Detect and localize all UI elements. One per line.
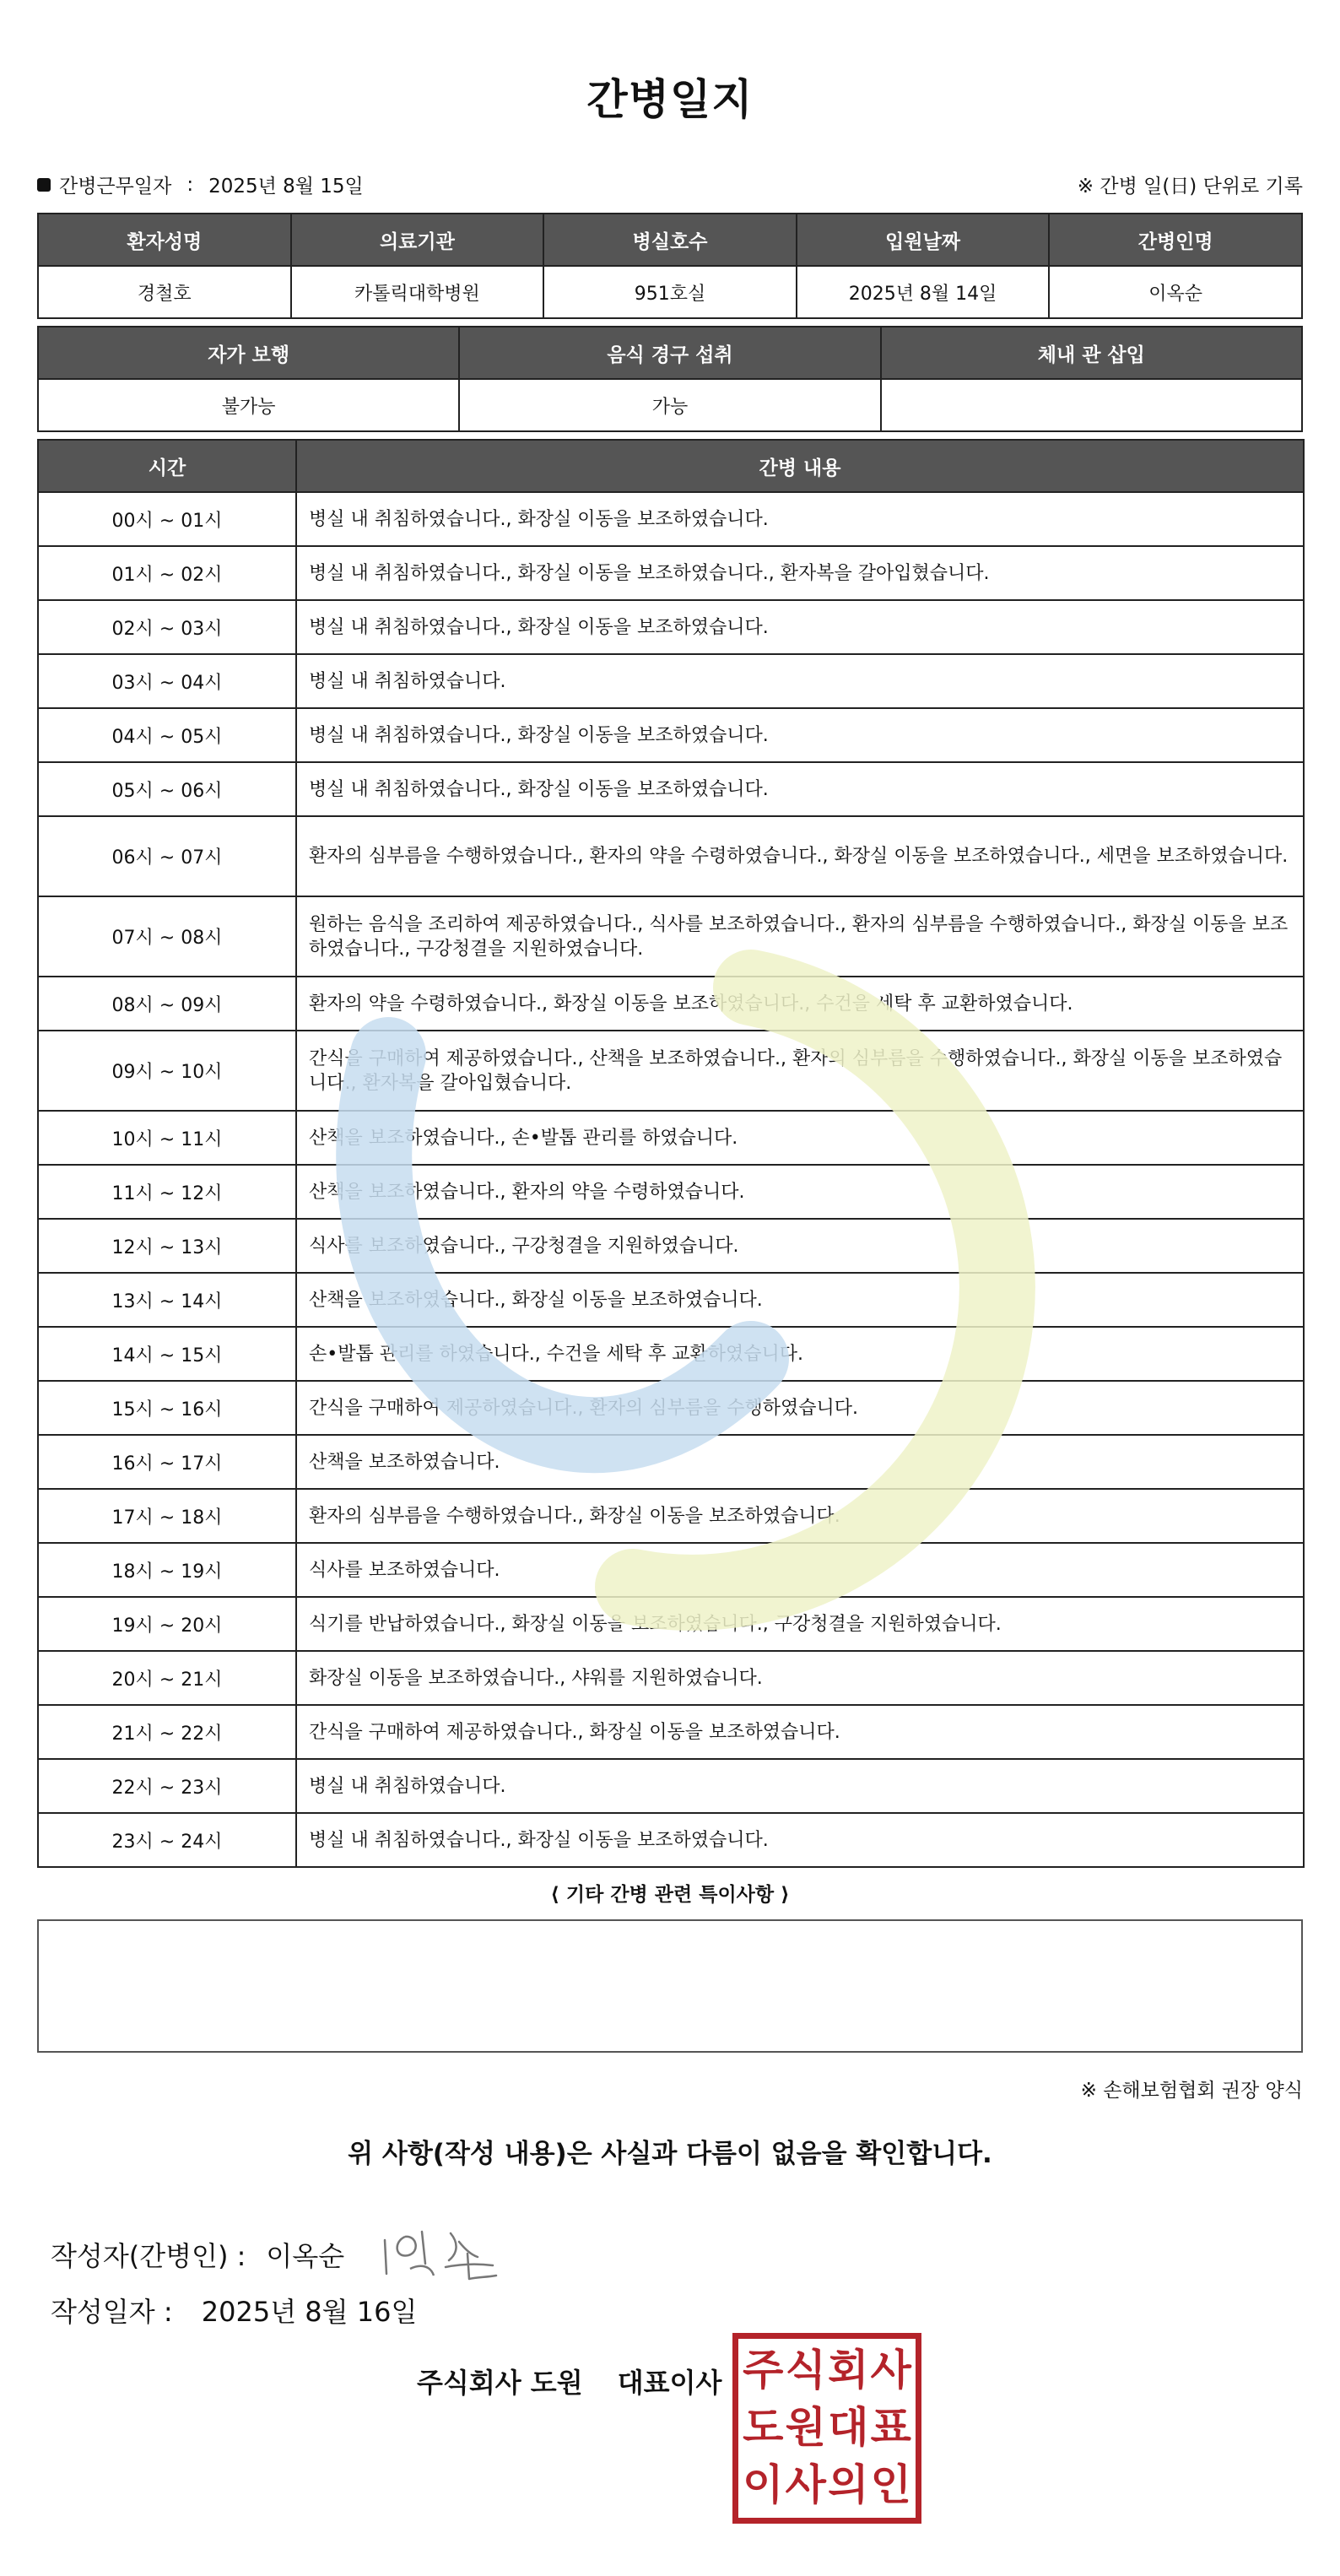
seal-character: 식 <box>785 2346 826 2395</box>
log-row <box>38 1273 1304 1327</box>
handwritten-signature <box>378 2225 513 2284</box>
log-time: 15시 ~ 16시 <box>38 1381 296 1435</box>
self-walking-value: 불가능 <box>38 379 459 431</box>
log-time: 00시 ~ 01시 <box>38 492 296 546</box>
writer-label: 작성자(간병인) : <box>51 2240 246 2272</box>
oral-intake-value: 가능 <box>459 379 880 431</box>
log-time: 17시 ~ 18시 <box>38 1489 296 1543</box>
log-content: 병실 내 취침하였습니다., 화장실 이동을 보조하였습니다. <box>296 762 1304 816</box>
seal-character: 원 <box>785 2403 826 2452</box>
log-row <box>38 1489 1304 1543</box>
header-admission-date: 입원날짜 <box>797 214 1050 266</box>
seal-character: 사 <box>785 2460 826 2509</box>
admission-date: 2025년 8월 14일 <box>797 266 1050 318</box>
log-row <box>38 1597 1304 1651</box>
log-row <box>38 708 1304 762</box>
company-name: 주식회사 도원 <box>417 2367 583 2399</box>
header-hospital: 의료기관 <box>291 214 544 266</box>
write-date-value: 2025년 8월 16일 <box>201 2296 418 2328</box>
log-row <box>38 1327 1304 1381</box>
seal-character: 인 <box>870 2460 911 2509</box>
log-time: 23시 ~ 24시 <box>38 1813 296 1867</box>
remarks-title: ⟨ 기타 간병 관련 특이사항 ⟩ <box>550 1884 790 1906</box>
log-content: 산책을 보조하였습니다., 환자의 약을 수령하였습니다. <box>296 1165 1304 1219</box>
care-log-table <box>37 439 1305 1868</box>
log-content: 식사를 보조하였습니다., 구강청결을 지원하였습니다. <box>296 1219 1304 1273</box>
log-row <box>38 816 1304 896</box>
log-time: 08시 ~ 09시 <box>38 977 296 1031</box>
log-row <box>38 600 1304 654</box>
log-content: 산책을 보조하였습니다., 화장실 이동을 보조하였습니다. <box>296 1273 1304 1327</box>
log-time: 04시 ~ 05시 <box>38 708 296 762</box>
log-content: 환자의 약을 수령하였습니다., 화장실 이동을 보조하였습니다., 수건을 세탁 후 교환하였습니다. <box>296 977 1304 1031</box>
log-row <box>38 762 1304 816</box>
log-time: 20시 ~ 21시 <box>38 1651 296 1705</box>
patient-status-table <box>37 326 1303 432</box>
log-content: 화장실 이동을 보조하였습니다., 샤워를 지원하였습니다. <box>296 1651 1304 1705</box>
unit-note: ※ 간병 일(日) 단위로 기록 <box>1077 176 1303 198</box>
seal-character: 도 <box>743 2403 784 2452</box>
room-number: 951호실 <box>543 266 797 318</box>
log-row <box>38 896 1304 977</box>
log-time: 21시 ~ 22시 <box>38 1705 296 1759</box>
log-row <box>38 492 1304 546</box>
company-line <box>417 2362 721 2400</box>
log-time: 16시 ~ 17시 <box>38 1435 296 1489</box>
page-title: 간병일지 <box>586 75 754 124</box>
seal-character: 사 <box>870 2346 911 2395</box>
log-row <box>38 546 1304 600</box>
log-content: 간식을 구매하여 제공하였습니다., 산책을 보조하였습니다., 환자의 심부름을 수행하였습니다., 화장실 이동을 보조하였습니다., 환자복을 갈아입혔습니다. <box>296 1031 1304 1111</box>
log-time: 19시 ~ 20시 <box>38 1597 296 1651</box>
seal-character: 의 <box>828 2460 869 2509</box>
log-content: 병실 내 취침하였습니다., 화장실 이동을 보조하였습니다. <box>296 600 1304 654</box>
patient-name: 경철호 <box>38 266 291 318</box>
header-tube-insertion: 체내 관 삽입 <box>881 327 1302 379</box>
tube-insertion-value <box>881 379 1302 431</box>
log-row <box>38 1543 1304 1597</box>
log-time: 18시 ~ 19시 <box>38 1543 296 1597</box>
log-content: 간식을 구매하여 제공하였습니다., 화장실 이동을 보조하였습니다. <box>296 1705 1304 1759</box>
header-self-walking: 자가 보행 <box>38 327 459 379</box>
log-row <box>38 1705 1304 1759</box>
log-content: 병실 내 취침하였습니다., 화장실 이동을 보조하였습니다., 환자복을 갈아입혔습니다. <box>296 546 1304 600</box>
log-row <box>38 1651 1304 1705</box>
log-time: 13시 ~ 14시 <box>38 1273 296 1327</box>
log-content: 산책을 보조하였습니다., 손•발톱 관리를 하였습니다. <box>296 1111 1304 1165</box>
write-date-line <box>51 2291 417 2330</box>
log-time: 03시 ~ 04시 <box>38 654 296 708</box>
log-time: 05시 ~ 06시 <box>38 762 296 816</box>
header-caregiver-name: 간병인명 <box>1049 214 1302 266</box>
company-seal-stamp <box>732 2333 921 2524</box>
log-content: 병실 내 취침하였습니다., 화장실 이동을 보조하였습니다. <box>296 1813 1304 1867</box>
log-row <box>38 1759 1304 1813</box>
care-log-body <box>38 492 1304 1867</box>
log-row <box>38 1435 1304 1489</box>
log-row <box>38 1165 1304 1219</box>
log-row <box>38 1813 1304 1867</box>
form-note: ※ 손해보험협회 권장 양식 <box>1080 2080 1303 2102</box>
log-time: 01시 ~ 02시 <box>38 546 296 600</box>
caregiver-name: 이옥순 <box>1049 266 1302 318</box>
confirmation-statement: 위 사항(작성 내용)은 사실과 다름이 없음을 확인합니다. <box>348 2139 992 2169</box>
header-patient-name: 환자성명 <box>38 214 291 266</box>
log-content: 식기를 반납하였습니다., 화장실 이동을 보조하였습니다., 구강청결을 지원하였습니다. <box>296 1597 1304 1651</box>
log-content: 손•발톱 관리를 하였습니다., 수건을 세탁 후 교환하였습니다. <box>296 1327 1304 1381</box>
header-room: 병실호수 <box>543 214 797 266</box>
log-time: 07시 ~ 08시 <box>38 896 296 977</box>
hospital: 카톨릭대학병원 <box>291 266 544 318</box>
log-time: 09시 ~ 10시 <box>38 1031 296 1111</box>
company-ceo-title: 대표이사 <box>617 2367 722 2399</box>
header-care-content: 간병 내용 <box>296 440 1304 492</box>
log-row <box>38 1219 1304 1273</box>
log-content: 환자의 심부름을 수행하였습니다., 환자의 약을 수령하였습니다., 화장실 이동을 보조하였습니다., 세면을 보조하였습니다. <box>296 816 1304 896</box>
log-row <box>38 1031 1304 1111</box>
log-content: 병실 내 취침하였습니다. <box>296 654 1304 708</box>
work-date-label: 간병근무일자 <box>59 176 172 198</box>
seal-character: 주 <box>743 2346 784 2395</box>
log-row <box>38 1111 1304 1165</box>
work-date-value: 2025년 8월 15일 <box>208 176 364 198</box>
log-content: 산책을 보조하였습니다. <box>296 1435 1304 1489</box>
log-time: 12시 ~ 13시 <box>38 1219 296 1273</box>
work-date <box>37 170 364 198</box>
log-content: 병실 내 취침하였습니다., 화장실 이동을 보조하였습니다. <box>296 492 1304 546</box>
bullet-square-icon <box>37 178 51 192</box>
header-oral-intake: 음식 경구 섭취 <box>459 327 880 379</box>
log-row <box>38 1381 1304 1435</box>
writer-line <box>51 2225 513 2284</box>
log-content: 원하는 음식을 조리하여 제공하였습니다., 식사를 보조하였습니다., 환자의 심부름을 수행하였습니다., 화장실 이동을 보조하였습니다., 구강청결을 지원하였습니다. <box>296 896 1304 977</box>
log-content: 병실 내 취침하였습니다. <box>296 1759 1304 1813</box>
seal-character: 이 <box>743 2460 784 2509</box>
write-date-label: 작성일자 : <box>51 2296 173 2328</box>
log-content: 식사를 보조하였습니다. <box>296 1543 1304 1597</box>
log-row <box>38 654 1304 708</box>
log-content: 간식을 구매하여 제공하였습니다., 환자의 심부름을 수행하였습니다. <box>296 1381 1304 1435</box>
log-time: 10시 ~ 11시 <box>38 1111 296 1165</box>
log-time: 02시 ~ 03시 <box>38 600 296 654</box>
work-date-separator: : <box>186 173 194 196</box>
log-content: 병실 내 취침하였습니다., 화장실 이동을 보조하였습니다. <box>296 708 1304 762</box>
patient-info-table <box>37 213 1303 319</box>
writer-name: 이옥순 <box>266 2240 345 2272</box>
header-time: 시간 <box>38 440 296 492</box>
remarks-box <box>37 1919 1303 2053</box>
log-time: 11시 ~ 12시 <box>38 1165 296 1219</box>
log-time: 06시 ~ 07시 <box>38 816 296 896</box>
seal-character: 대 <box>828 2403 869 2452</box>
log-row <box>38 977 1304 1031</box>
log-time: 14시 ~ 15시 <box>38 1327 296 1381</box>
log-time: 22시 ~ 23시 <box>38 1759 296 1813</box>
seal-character: 표 <box>870 2403 911 2452</box>
seal-character: 회 <box>828 2346 869 2395</box>
log-content: 환자의 심부름을 수행하였습니다., 화장실 이동을 보조하였습니다. <box>296 1489 1304 1543</box>
